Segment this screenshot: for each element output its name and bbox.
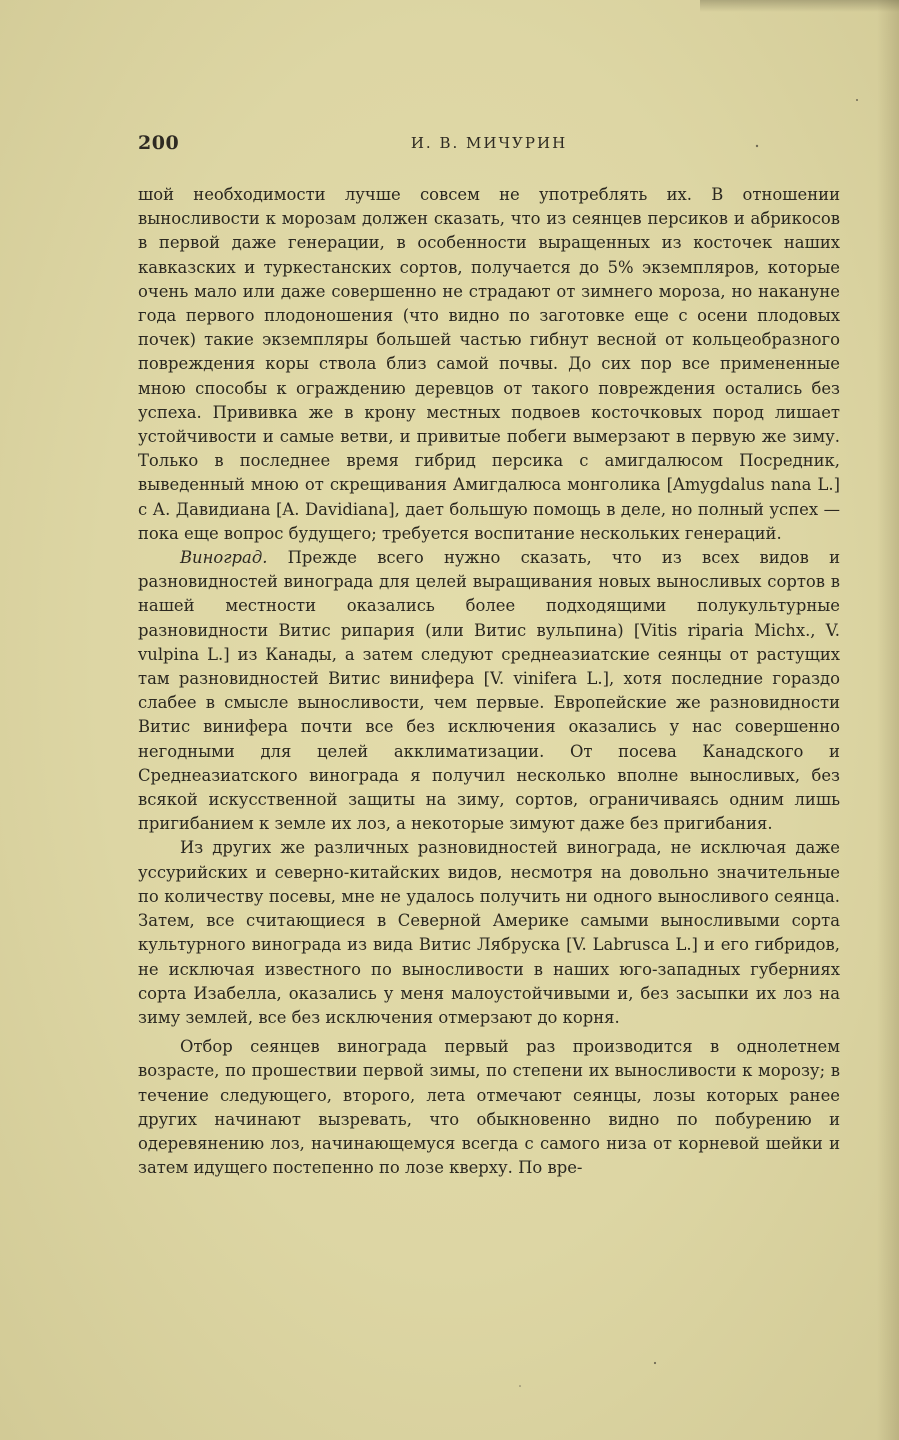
paper-speck bbox=[654, 1362, 656, 1364]
paragraph-2-text: Прежде всего нужно сказать, что из всех видов и разновидностей винограда для целей выращивания новых выносливых сортов в нашей местности оказались более подходящими полукультурные разновидности Витис рипария (или Витис вульпина) [Vitis riparia Michx., V. vulpina L.] из Канады, а затем следуют среднеазиатские сеянцы от растущих там разновидностей Витис винифера [V. vinifera L.], хотя последние гораздо слабее в смысле выносливости, чем первые. Европейские же разновидности Витис винифера почти все без исключения оказались у нас совершенно негодными для целей акклиматизации. От посева Канадского и Среднеазиатского винограда я получил несколько вполне выносливых, без всякой искусственной защиты на зиму, сортов, ограничиваясь одним лишь пригибанием к земле их лоз, а некоторые зимуют даже без пригибания. bbox=[138, 548, 840, 834]
running-head: И. В. МИЧУРИН bbox=[410, 134, 568, 152]
page-number: 200 bbox=[138, 132, 180, 154]
paragraph-1: шой необходимости лучше совсем не употреблять их. В отношении выносливости к морозам должен сказать, что из сеянцев персиков и абрикосов в первой даже генерации, в особенности выращенных из косточек наших кавказских и туркестанских сортов, получается до 5% экземпляров, которые очень мало или даже совершенно не страдают от зимнего мороза, но накануне года первого плодоношения (что видно по заготовке еще с осени плодовых почек) такие экземпляры большей частью гибнут весной от кольцеобразного повреждения коры ствола близ самой почвы. До сих пор все примененные мною способы к ограждению деревцов от такого повреждения остались без успеха. Прививка же в крону местных подвоев косточковых пород лишает устойчивости и самые ветви, и привитые побеги вымерзают в первую же зиму. Только в последнее время гибрид персика с амигдалюсом Посредник, выведенный мною от скрещивания Амигдалюса монголика [Amygdalus nana L.] с А. Давидиана [A. Davidiana], дает большую помощь в деле, но полный успех — пока еще вопрос будущего; требуется воспитание нескольких генераций. bbox=[138, 185, 840, 543]
paper-speck bbox=[756, 145, 758, 147]
paragraph-3: Из других же различных разновидностей винограда, не исключая даже уссурийских и северно-китайских видов, несмотря на довольно значительные по количеству посевы, мне не удалось получить ни одного выносливого сеянца. Затем, все считающиеся в Северной Америке самыми выносливыми сорта культурного винограда из вида Витис Лябруска [V. Labrusca L.] и его гибридов, не исключая известного по выносливости в наших юго-западных губерниях сорта Изабелла, оказались у меня малоустойчивыми и, без засыпки их лоз на зиму землей, все без исключения отмерзают до корня. bbox=[138, 838, 840, 1027]
paper-speck bbox=[519, 1385, 521, 1387]
section-lead-word: Виноград. bbox=[180, 548, 268, 568]
paper-speck bbox=[856, 99, 858, 101]
paragraph-4: Отбор сеянцев винограда первый раз производится в однолетнем возрасте, по прошествии первой зимы, по степени их выносливости к морозу; в течение следующего, второго, лета отмечают сеянцы, лозы которых ранее других начинают вызревать, что обыкновенно видно по побурению и одеревянению лоз, начинающемуся всегда с самого низа от корневой шейки и затем идущего постепенно по лозе кверху. По вре- bbox=[138, 1037, 840, 1178]
